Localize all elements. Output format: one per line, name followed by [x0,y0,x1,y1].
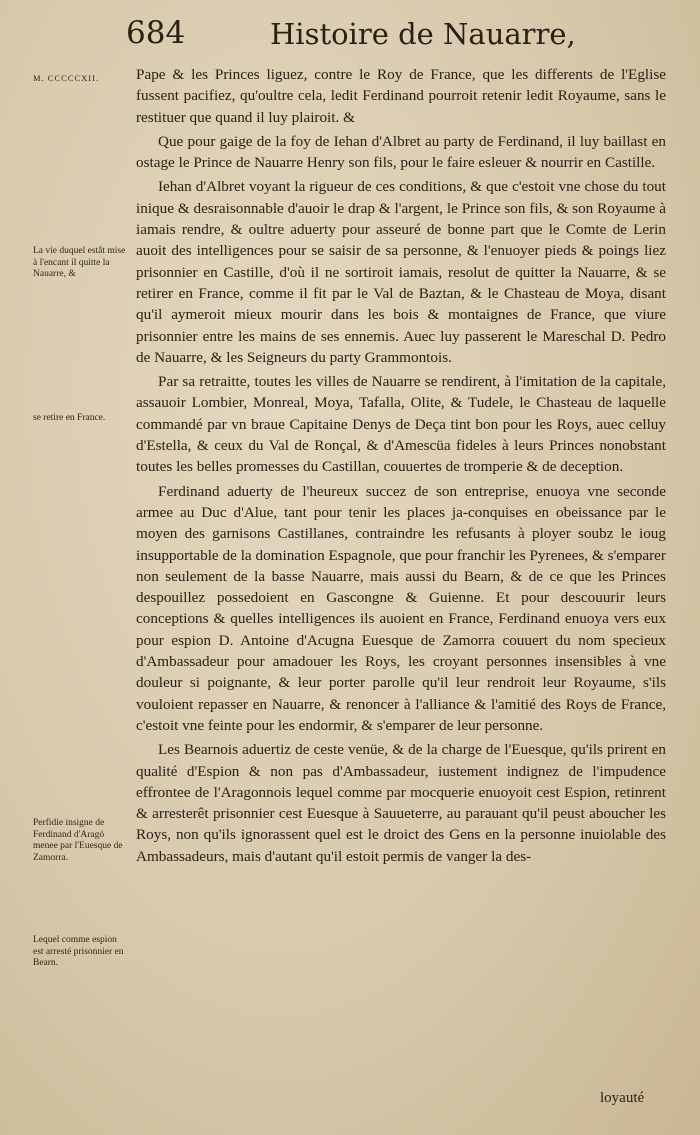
margin-note-retreat: La vie duquel estât mise à l'encant il quitte la Nauarre, & [33,246,126,279]
catchword: loyauté [600,1090,645,1106]
paragraph: Par sa retraitte, toutes les villes de Nauarre se rendirent, à l'imitation de la capitale, assauoir Lombier, Monreal, Moya, Tafalla, Olite, & Tudele, le Chasteau de laquelle commandé par vn braue Capitaine Denys de Deça tint bon pour les Roys, auec celluy d'Estella, & ceux du Val de Ronçal, & d'Amescüa fideles à leurs Princes nonobstant toutes les belles promesses du Castillan, couuertes de tromperie & de deception. [136,373,666,476]
page-number: 684 [126,15,186,51]
paragraph: Les Bearnois aduertiz de ceste venüe, & de la charge de l'Euesque, qu'ils prirent en qualité d'Espion & non pas d'Ambassadeur, iustement indignez de l'impudence effrontee de l'Aragonnois lequel comme par mocquerie enuoyoit cest Espion, retinrent & arresterêt prisonnier cest Euesque à Sauueterre, au parauant qu'il peust aboucher les Roys, non qu'ils ignorassent quel est le droict des Gens en la personne inuiolable des Ambassadeurs, mais d'autant qu'il estoit permis de vanger la des- [136,741,666,865]
main-text [136,64,666,867]
running-title: Histoire de Nauarre, [270,17,576,51]
paragraph: Iehan d'Albret voyant la rigueur de ces conditions, & que c'estoit vne chose du tout inique & desraisonnable d'auoir le drap & l'argent, le Prince son fils, & son Royaume à iamais rendre, & oultre aduerty pour asseuré de bonne part que le Comte de Lerin auoit des intelligences pour se saisir de sa personne, & l'enuoyer pieds & poings liez prisonnier en Castille, d'où il ne sortiroit iamais, resolut de quitter la Nauarre, & se retirer en France, comme il fit par le Val de Baztan, & le Chasteau de Moya, disant qu'il aymeroit mieux mourir dans les bois & montaignes de France, que viure prisonnier entre les mains de ses ennemis. Auec luy passerent le Mareschal D. Pedro de Nauarre, & les Seigneurs du party Grammontois. [136,178,666,366]
paragraph: Ferdinand aduerty de l'heureux succez de son entreprise, enuoya vne seconde armee au Duc d'Alue, tant pour tenir les places ja-conquises en obeissance par le moyen des garnisons Castillanes, contraindre les refusants à ployer soubz le ioug insupportable de la domination Espagnole, que pour franchir les Pyrenees, & s'emparer non seulement de la basse Nauarre, mais aussi du Bearn, & de ce que les Princes despouillez possedoient en Gascongne & Guienne. Et pour descouurir leurs conceptions & quelles intelligences ils auoient en France, Ferdinand enuoya vers eux pour espion D. Antoine d'Acugna Euesque de Zamorra couuert du nom specieux d'Ambassadeur pour amadouer les Roys, les croyant personnes insensibles à vne douleur si poignante, & leur porter parolle qu'il leur rendroit leur Royaume, s'ils vouloient repasser en Nauarre, & renoncer à l'alliance & l'amitié des Roys de France, c'estoit vne feinte pour les endormir, & s'emparer de leur personne. [136,482,666,734]
paragraph: Pape & les Princes liguez, contre le Roy de France, que les differents de l'Eglise fussent pacifiez, qu'oultre cela, ledit Ferdinand pourroit retenir ledit Royaume, sans le restituer que quand il luy plairoit. & [136,66,666,126]
margin-note-perfidy: Perfidie insigne de Ferdinand d'Aragó menee par l'Euesque de Zamorra. [33,818,123,863]
margin-note-france: se retire en France. [33,413,106,423]
paragraph: Que pour gaige de la foy de Iehan d'Albret au party de Ferdinand, il luy baillast en ostage le Prince de Nauarre Henry son fils, pour le faire esleuer & nourrir en Castille. [136,132,666,172]
margin-note-spy: Lequel comme espion est arresté prisonnier en Bearn. [33,935,124,968]
margin-note-year: M. CCCCCXII. [33,73,100,83]
